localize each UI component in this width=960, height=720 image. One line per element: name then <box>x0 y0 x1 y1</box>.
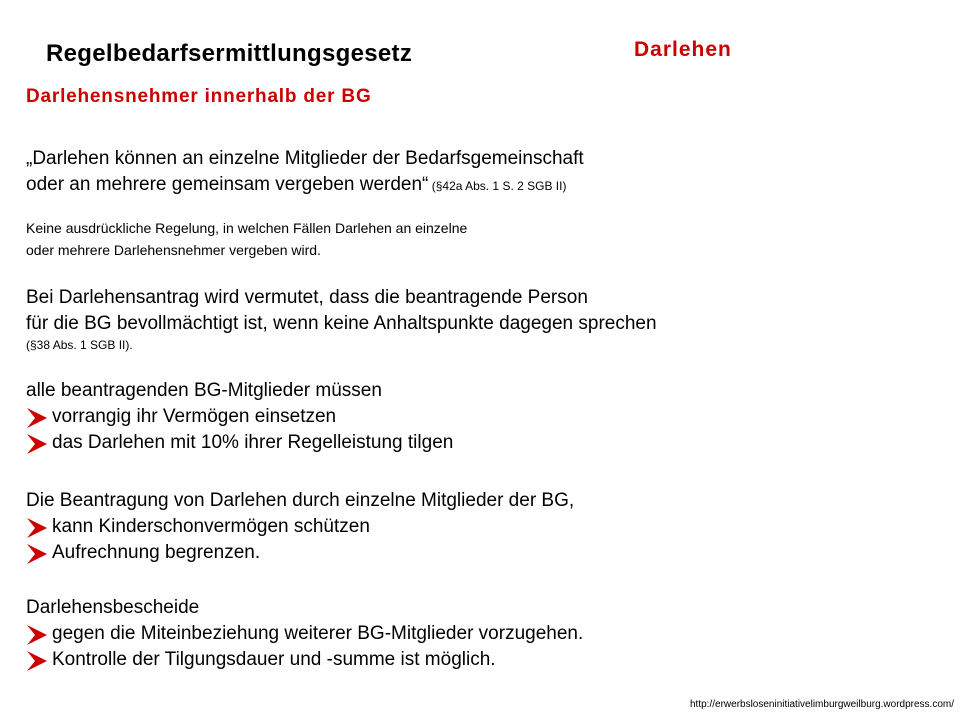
note-line-1: Keine ausdrückliche Regelung, in welchen Fällen Darlehen an einzelne <box>26 220 468 236</box>
list-item <box>26 540 574 566</box>
note-line-2: oder mehrere Darlehensnehmer vergeben wird. <box>26 242 321 258</box>
list-item-text: das Darlehen mit 10% ihrer Regelleistung tilgen <box>52 432 454 453</box>
presumption-block <box>26 285 657 353</box>
presumption-line-2: für die BG bevollmächtigt ist, wenn keine Anhaltspunkte dagegen sprechen <box>26 313 657 334</box>
section-1-intro: alle beantragenden BG-Mitglieder müssen <box>26 380 382 401</box>
presumption-citation: (§38 Abs. 1 SGB II). <box>26 338 133 352</box>
quote-line-2-text: oder an mehrere gemeinsam vergeben werden“ <box>26 174 429 195</box>
section-3 <box>26 595 583 673</box>
section-1 <box>26 378 453 456</box>
quote-citation: (§42a Abs. 1 S. 2 SGB II) <box>428 179 567 193</box>
arrow-bullet-icon <box>26 650 48 672</box>
list-item <box>26 430 453 456</box>
arrow-bullet-icon <box>26 517 48 539</box>
list-item <box>26 514 574 540</box>
slide-subtitle: Darlehensnehmer innerhalb der BG <box>26 86 372 107</box>
section-1-list <box>26 404 453 456</box>
list-item-text: vorrangig ihr Vermögen einsetzen <box>52 406 337 427</box>
list-item-text: kann Kinderschonvermögen schützen <box>52 516 370 537</box>
presumption-line-1: Bei Darlehensantrag wird vermutet, dass die beantragende Person <box>26 287 588 308</box>
section-3-intro: Darlehensbescheide <box>26 597 200 618</box>
section-2 <box>26 488 574 566</box>
arrow-bullet-icon <box>26 433 48 455</box>
list-item-text: Aufrechnung begrenzen. <box>52 542 261 563</box>
list-item-text: gegen die Miteinbeziehung weiterer BG-Mitglieder vorzugehen. <box>52 623 584 644</box>
list-item <box>26 621 583 647</box>
list-item <box>26 404 453 430</box>
section-2-intro: Die Beantragung von Darlehen durch einzelne Mitglieder der BG, <box>26 490 575 511</box>
footer-url[interactable]: http://erwerbsloseninitiativelimburgweilburg.wordpress.com/ <box>690 699 954 710</box>
quote-line-2 <box>26 172 584 199</box>
slide-title: Regelbedarfsermittlungsgesetz <box>46 40 413 67</box>
list-item <box>26 647 583 673</box>
arrow-bullet-icon <box>26 407 48 429</box>
arrow-bullet-icon <box>26 543 48 565</box>
section-2-list <box>26 514 574 566</box>
quote-line-1: „Darlehen können an einzelne Mitglieder der Bedarfsgemeinschaft <box>26 148 584 169</box>
note-block <box>26 217 467 261</box>
list-item-text: Kontrolle der Tilgungsdauer und -summe ist möglich. <box>52 649 496 670</box>
arrow-bullet-icon <box>26 624 48 646</box>
quote-block <box>26 146 584 199</box>
section-3-list <box>26 621 583 673</box>
slide-topic: Darlehen <box>634 38 732 61</box>
